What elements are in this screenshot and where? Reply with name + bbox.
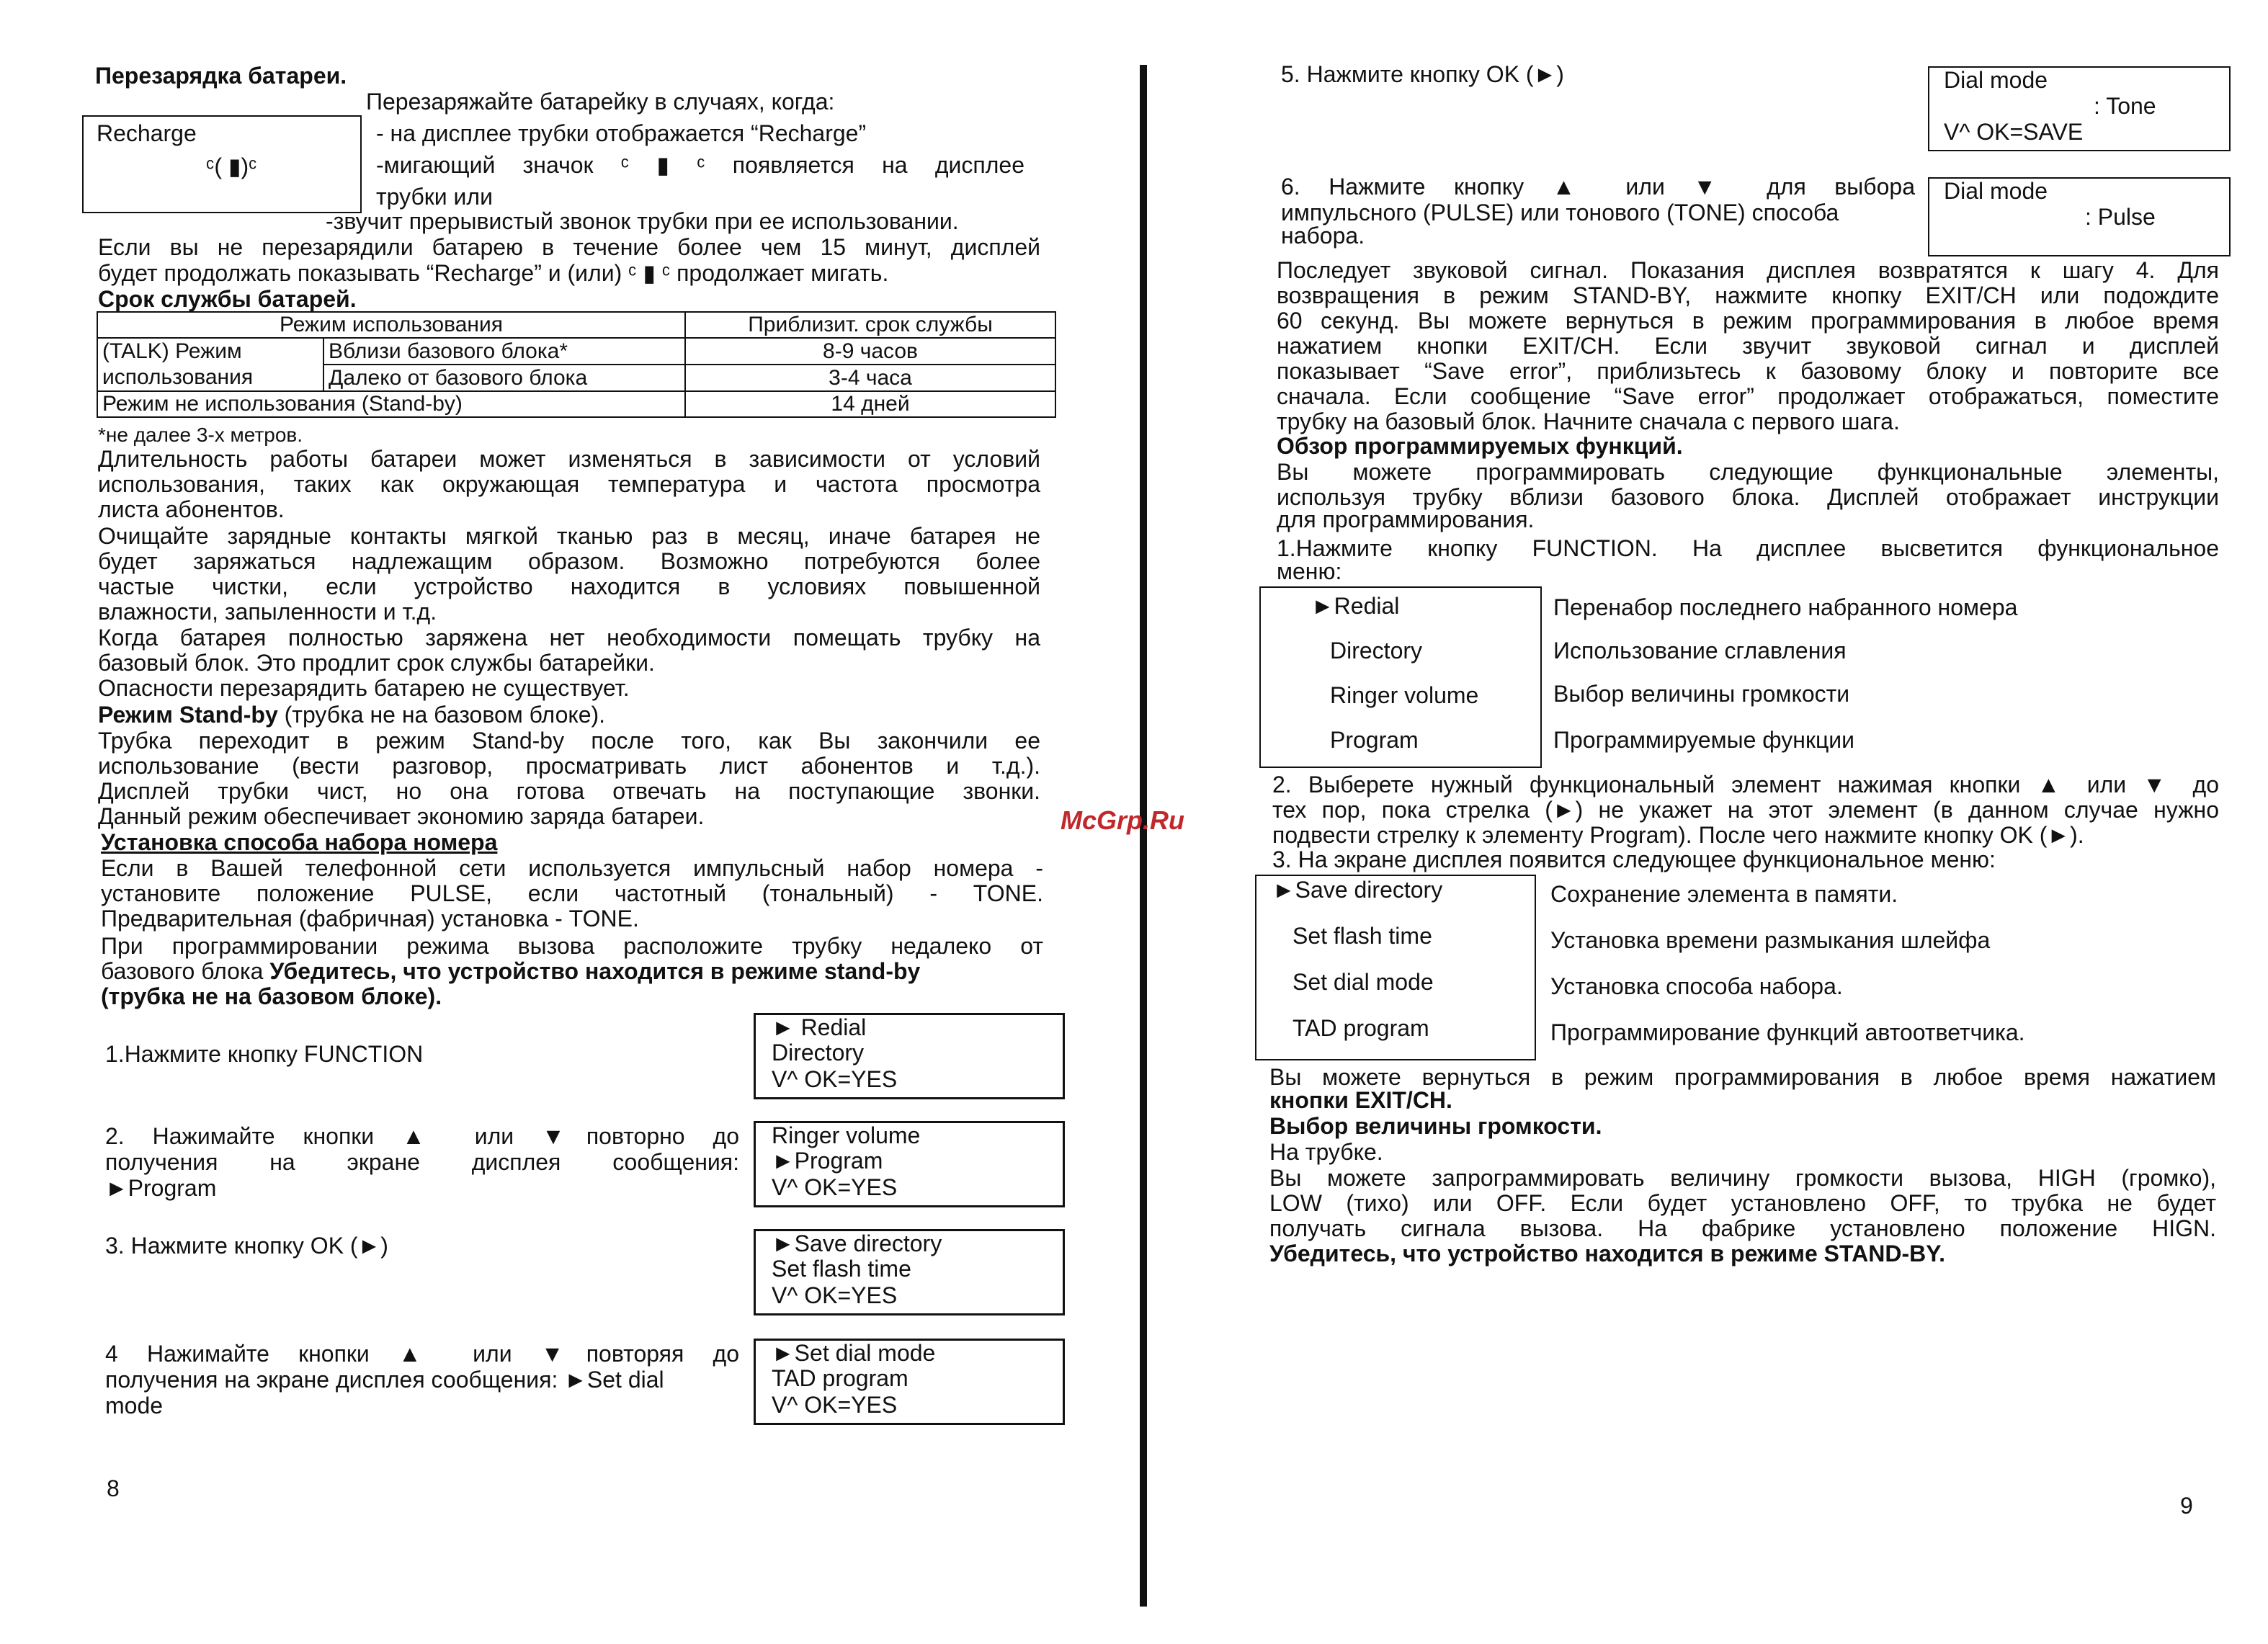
para-after-7: трубку на базовый блок. Начните сначала с первого шага. bbox=[1277, 408, 1900, 434]
heading-dial: Установка способа набора номера bbox=[101, 829, 498, 855]
para-volume-2: LOW (тихо) или OFF. Если будет установлено OFF, то трубка не будет bbox=[1269, 1190, 2216, 1216]
menu1-desc-redial: Перенабор последнего набранного номера bbox=[1553, 594, 2018, 620]
menu2-item-tad: TAD program bbox=[1293, 1015, 1429, 1041]
para-dial-3: Предварительная (фабричная) установка - TONE. bbox=[101, 906, 639, 932]
menu1-item-program: Program bbox=[1330, 727, 1419, 753]
step5-screen-line2: : Tone bbox=[2094, 93, 2156, 119]
para-after-6: сначала. Если сообщение “Save error” продолжает отображаться, поместите bbox=[1277, 383, 2219, 409]
para-step2-1: 2. Выберете нужный функциональный элемент нажимая кнопки ▲ или ▼ до bbox=[1272, 772, 2219, 798]
menu2-item-dial: Set dial mode bbox=[1293, 969, 1434, 995]
step6-text-1: 6. Нажмите кнопку ▲ или ▼ для выбора bbox=[1281, 174, 1915, 200]
step5-screen bbox=[1928, 66, 2231, 151]
menu1-item-directory: Directory bbox=[1330, 638, 1423, 664]
para-clean-4: влажности, запыленности и т.д. bbox=[98, 599, 437, 625]
para-overview-4: 1.Нажмите кнопку FUNCTION. На дисплее высветится функциональное bbox=[1277, 535, 2219, 561]
step1-screen bbox=[754, 1013, 1065, 1099]
menu1-desc-directory: Использование сглавления bbox=[1553, 638, 1847, 664]
para-after-3: 60 секунд. Вы можете вернуться в режим программирования в любое время bbox=[1277, 308, 2219, 334]
para-overview-1: Вы можете программировать следующие функциональные элементы, bbox=[1277, 459, 2219, 485]
para-full-1: Когда батарея полностью заряжена нет необходимости помещать трубку на bbox=[98, 625, 1040, 651]
recharge-intro: Перезаряжайте батарейку в случаях, когда: bbox=[366, 89, 835, 115]
menu1-desc-ringer: Выбор величины громкости bbox=[1553, 681, 1850, 707]
step4-screen-line2: TAD program bbox=[772, 1365, 908, 1391]
step4-screen bbox=[754, 1339, 1065, 1425]
standby-heading bbox=[98, 702, 605, 728]
para-clean-3: частые чистки, если устройство находится в условиях повышенной bbox=[98, 573, 1040, 599]
para-standby-2: использование (вести разговор, просматривать лист абонентов и т.д.). bbox=[98, 753, 1040, 779]
step1-screen-line2: Directory bbox=[772, 1040, 865, 1066]
menu2-item-flash: Set flash time bbox=[1293, 923, 1432, 949]
menu1-desc-program: Программируемые функции bbox=[1553, 727, 1855, 753]
para-return-1: Вы можете вернуться в режим программирования в любое время нажатием bbox=[1269, 1064, 2216, 1090]
menu2-desc-tad: Программирование функций автоответчика. bbox=[1550, 1019, 2025, 1045]
step2-screen-line2: ►Program bbox=[772, 1148, 883, 1174]
para-dial-2: установите положение PULSE, если частотный (тональный) - TONE. bbox=[101, 880, 1043, 906]
recharge-case-3: трубки или bbox=[376, 184, 493, 210]
para-dial-bold1: Убедитесь, что устройство находится в режиме stand-by bbox=[263, 958, 921, 984]
step2-screen-line1: Ringer volume bbox=[772, 1122, 921, 1148]
recharge-display-line1: Recharge bbox=[97, 120, 197, 146]
talk-mode-line2: использования bbox=[102, 365, 254, 389]
menu2-desc-save: Сохранение элемента в памяти. bbox=[1550, 881, 1898, 907]
table-near: Вблизи базового блока* bbox=[323, 338, 685, 365]
para-after-5: показывает “Save error”, приблизьтесь к базовому блоку и повторите все bbox=[1277, 358, 2219, 384]
para-after-1: Последует звуковой сигнал. Показания дисплея возвратятся к шагу 4. Для bbox=[1277, 257, 2219, 283]
para-overview-2: используя трубку вблизи базового блока. Дисплей отображает инструкции bbox=[1277, 484, 2219, 510]
heading-lifetime: Срок службы батарей. bbox=[98, 286, 357, 312]
menu2-desc-dial: Установка способа набора. bbox=[1550, 973, 1843, 999]
step6-screen bbox=[1928, 177, 2231, 256]
function-menu-1 bbox=[1259, 586, 1542, 768]
para-after-4: нажатием кнопки EXIT/CH. Если звучит звуковой сигнал и дисплей bbox=[1277, 333, 2219, 359]
para-standby-4: Данный режим обеспечивает экономию заряда батареи. bbox=[98, 803, 705, 829]
table-standby: Режим не использования (Stand-by) bbox=[97, 391, 685, 417]
table-far: Далеко от базового блока bbox=[323, 365, 685, 391]
recharge-case-4: -звучит прерывистый звонок трубки при ее использовании. bbox=[326, 208, 959, 234]
para-dial-4: При программировании режима вызова расположите трубку недалеко от bbox=[101, 933, 1043, 959]
step4-text-2: получения на экране дисплея сообщения: ►Set dial bbox=[105, 1367, 664, 1393]
heading-volume: Выбор величины громкости. bbox=[1269, 1113, 1602, 1139]
step1-text: 1.Нажмите кнопку FUNCTION bbox=[105, 1041, 424, 1067]
step4-screen-line3: V^ OK=YES bbox=[772, 1392, 898, 1418]
para-standby-3: Дисплей трубки чист, но она готова отвечать на поступающие звонки. bbox=[98, 778, 1040, 804]
heading-recharge: Перезарядка батареи. bbox=[95, 63, 347, 89]
para-dial-bold2: (трубка не на базовом блоке). bbox=[101, 983, 442, 1009]
standby-title-rest: (трубка не на базовом блоке). bbox=[277, 702, 606, 728]
step5-screen-line1: Dial mode bbox=[1944, 67, 2048, 93]
para-dial-mix: базового блока bbox=[101, 958, 264, 984]
left-page bbox=[0, 0, 1110, 1644]
on-handset: На трубке. bbox=[1269, 1139, 1383, 1165]
para-volume-3: получать сигнала вызова. На фабрике установлено положение HIGN. bbox=[1269, 1215, 2216, 1241]
table-standby-life: 14 дней bbox=[685, 391, 1055, 417]
step2-text-3: ►Program bbox=[105, 1175, 217, 1201]
step2-text-2: получения на экране дисплея сообщения: bbox=[105, 1149, 739, 1175]
para-after-2: возвращения в режим STAND-BY, нажмите кнопку EXIT/CH или подождите bbox=[1277, 282, 2219, 308]
right-page bbox=[1153, 0, 2268, 1644]
step3-text: 3. Нажмите кнопку OK (►) bbox=[105, 1233, 388, 1259]
step6-text-2: импульсного (PULSE) или тонового (TONE) способа bbox=[1281, 200, 1839, 225]
recharge-case-2: -мигающий значок ᶜ ▮ ᶜ появляется на дисплее bbox=[376, 152, 1024, 178]
para-overview-3: для программирования. bbox=[1277, 506, 1535, 532]
step1-screen-line3: V^ OK=YES bbox=[772, 1066, 898, 1092]
para-dial-5 bbox=[101, 959, 920, 984]
table-near-life: 8-9 часов bbox=[685, 338, 1055, 365]
step4-text-3: mode bbox=[105, 1393, 164, 1419]
talk-mode-line1: (TALK) Режим bbox=[102, 339, 242, 363]
para-duration-1: Длительность работы батареи может изменяться в зависимости от условий bbox=[98, 446, 1040, 472]
para-duration-2: использования, таких как окружающая температура и частота просмотра bbox=[98, 471, 1040, 497]
step2-screen bbox=[754, 1121, 1065, 1207]
para-full-2: базовый блок. Это продлит срок службы батарейки. bbox=[98, 650, 655, 676]
battery-life-table bbox=[97, 311, 1056, 418]
table-header-life: Приблизит. срок службы bbox=[685, 312, 1055, 338]
para-clean-1: Очищайте зарядные контакты мягкой тканью раз в месяц, иначе батарея не bbox=[98, 523, 1040, 549]
step6-screen-line2: : Pulse bbox=[2085, 204, 2156, 230]
watermark: McGrp.Ru bbox=[1061, 805, 1185, 835]
page-number-right: 9 bbox=[2180, 1493, 2193, 1519]
step3-screen-line2: Set flash time bbox=[772, 1256, 911, 1282]
para-standby-1: Трубка переходит в режим Stand-by после того, как Вы закончили ее bbox=[98, 728, 1040, 754]
recharge-warning-1: Если вы не перезарядили батарею в течение более чем 15 минут, дисплей bbox=[98, 234, 1040, 260]
step2-text-1: 2. Нажимайте кнопки ▲ или ▼повторно до bbox=[105, 1123, 739, 1149]
footnote: *не далее 3-х метров. bbox=[98, 424, 303, 446]
heading-overview: Обзор программируемых функций. bbox=[1277, 433, 1683, 459]
step5-text: 5. Нажмите кнопку OK (►) bbox=[1281, 61, 1564, 87]
function-menu-2 bbox=[1255, 875, 1536, 1060]
para-overview-5: меню: bbox=[1277, 558, 1342, 584]
step3-screen bbox=[754, 1229, 1065, 1315]
para-step2-2: тех пор, пока стрелка (►) не укажет на этот элемент (в данном случае нужно bbox=[1272, 797, 2219, 823]
page-fold-line bbox=[1140, 65, 1147, 1607]
step5-screen-line3: V^ OK=SAVE bbox=[1944, 119, 2084, 145]
step6-screen-line1: Dial mode bbox=[1944, 178, 2048, 204]
para-dial-1: Если в Вашей телефонной сети используется импульсный набор номера - bbox=[101, 855, 1043, 881]
table-far-life: 3-4 часа bbox=[685, 365, 1055, 391]
para-return-2: кнопки EXIT/CH. bbox=[1269, 1087, 1452, 1113]
step3-screen-line1: ►Save directory bbox=[772, 1230, 942, 1256]
battery-icon: ᶜ( ▮)ᶜ bbox=[206, 153, 257, 179]
standby-title: Режим Stand-by bbox=[98, 702, 278, 728]
para-clean-2: будет заряжаться надлежащим образом. Возможно потребуются более bbox=[98, 548, 1040, 574]
table-header-mode: Режим использования bbox=[97, 312, 685, 338]
step1-screen-line1: ► Redial bbox=[772, 1014, 867, 1040]
step4-text-1: 4 Нажимайте кнопки ▲ или ▼повторяя до bbox=[105, 1341, 739, 1367]
menu2-desc-flash: Установка времени размыкания шлейфа bbox=[1550, 927, 1991, 953]
table-talk-mode bbox=[97, 338, 323, 391]
para-volume-1: Вы можете запрограммировать величину громкости вызова, HIGH (громко), bbox=[1269, 1165, 2216, 1191]
para-danger: Опасности перезарядить батарею не существует. bbox=[98, 675, 630, 701]
step6-text-3: набора. bbox=[1281, 223, 1365, 249]
recharge-warning-2: будет продолжать показывать “Recharge” и (или) ᶜ ▮ ᶜ продолжает мигать. bbox=[98, 260, 889, 286]
page-number-left: 8 bbox=[107, 1475, 120, 1501]
step2-screen-line3: V^ OK=YES bbox=[772, 1174, 898, 1200]
menu1-item-redial: ►Redial bbox=[1311, 593, 1400, 619]
para-duration-3: листа абонентов. bbox=[98, 496, 285, 522]
recharge-case-1: - на дисплее трубки отображается “Recharge” bbox=[376, 120, 867, 146]
para-step2-4: 3. На экране дисплея появится следующее функциональное меню: bbox=[1272, 846, 1996, 872]
step4-screen-line1: ►Set dial mode bbox=[772, 1340, 936, 1366]
para-volume-4: Убедитесь, что устройство находится в режиме STAND-BY. bbox=[1269, 1241, 1945, 1266]
recharge-display bbox=[82, 115, 362, 213]
menu1-item-ringer: Ringer volume bbox=[1330, 682, 1479, 708]
menu2-item-save: ►Save directory bbox=[1272, 877, 1443, 903]
para-step2-3: подвести стрелку к элементу Program). После чего нажмите кнопку OK (►). bbox=[1272, 822, 2084, 848]
step3-screen-line3: V^ OK=YES bbox=[772, 1282, 898, 1308]
